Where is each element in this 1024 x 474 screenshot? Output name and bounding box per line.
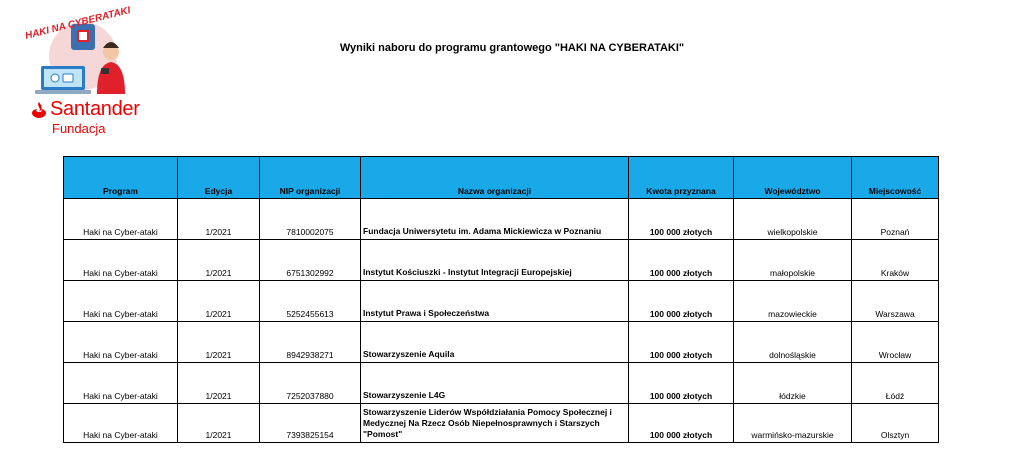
cell-organization: Fundacja Uniwersytetu im. Adama Mickiewicza w Poznaniu — [361, 199, 629, 240]
table-row — [64, 322, 939, 363]
table-row — [64, 281, 939, 322]
cell-amount: 100 000 złotych — [629, 322, 734, 363]
cell-amount: 100 000 złotych — [629, 363, 734, 404]
cell-nip: 6751302992 — [260, 240, 361, 281]
cell-organization: Instytut Prawa i Społeczeństwa — [361, 281, 629, 322]
column-header: Edycja — [178, 157, 260, 199]
cell-city: Warszawa — [852, 281, 939, 322]
column-header: Województwo — [734, 157, 852, 199]
cell-amount: 100 000 złotych — [629, 281, 734, 322]
cell-voivodeship: mazowieckie — [734, 281, 852, 322]
subbrand-name: Fundacja — [52, 121, 106, 136]
cell-nip: 7393825154 — [260, 404, 361, 443]
campaign-logo-text: HAKI NA CYBERATAKI — [24, 5, 132, 42]
cell-program: Haki na Cyber-ataki — [64, 240, 178, 281]
cell-organization: Stowarzyszenie L4G — [361, 363, 629, 404]
cell-edition: 1/2021 — [178, 240, 260, 281]
cell-program: Haki na Cyber-ataki — [64, 281, 178, 322]
results-table — [63, 156, 939, 443]
cell-nip: 8942938271 — [260, 322, 361, 363]
cell-organization: Stowarzyszenie Aquila — [361, 322, 629, 363]
cell-voivodeship: małopolskie — [734, 240, 852, 281]
column-header: Nazwa organizacji — [361, 157, 629, 199]
brand-name: Santander — [50, 98, 140, 120]
cell-nip: 7252037880 — [260, 363, 361, 404]
cell-nip: 5252455613 — [260, 281, 361, 322]
cell-edition: 1/2021 — [178, 322, 260, 363]
cell-program: Haki na Cyber-ataki — [64, 322, 178, 363]
cell-organization: Instytut Kościuszki - Instytut Integracji Europejskiej — [361, 240, 629, 281]
cell-voivodeship: dolnośląskie — [734, 322, 852, 363]
cell-voivodeship: wielkopolskie — [734, 199, 852, 240]
table-row — [64, 363, 939, 404]
table-row — [64, 404, 939, 443]
cell-amount: 100 000 złotych — [629, 240, 734, 281]
santander-flame-icon — [30, 101, 48, 119]
cell-edition: 1/2021 — [178, 199, 260, 240]
column-header: Kwota przyznana — [629, 157, 734, 199]
table-row — [64, 240, 939, 281]
cell-program: Haki na Cyber-ataki — [64, 363, 178, 404]
table-row — [64, 199, 939, 240]
table-header-row — [64, 157, 939, 199]
cell-edition: 1/2021 — [178, 404, 260, 443]
column-header: NIP organizacji — [260, 157, 361, 199]
cell-nip: 7810002075 — [260, 199, 361, 240]
cell-city: Poznań — [852, 199, 939, 240]
cell-city: Wrocław — [852, 322, 939, 363]
cell-program: Haki na Cyber-ataki — [64, 404, 178, 443]
santander-brand — [30, 98, 140, 121]
cell-voivodeship: łódzkie — [734, 363, 852, 404]
column-header: Miejscowość — [852, 157, 939, 199]
cell-edition: 1/2021 — [178, 363, 260, 404]
cell-program: Haki na Cyber-ataki — [64, 199, 178, 240]
cell-city: Łódź — [852, 363, 939, 404]
cell-edition: 1/2021 — [178, 281, 260, 322]
cell-city: Kraków — [852, 240, 939, 281]
cell-voivodeship: warmińsko-mazurskie — [734, 404, 852, 443]
column-header: Program — [64, 157, 178, 199]
page-title: Wyniki naboru do programu grantowego "HAKI NA CYBERATAKI" — [339, 42, 685, 54]
cell-amount: 100 000 złotych — [629, 199, 734, 240]
cell-organization: Stowarzyszenie Liderów Współdziałania Pomocy Społecznej i Medycznej Na Rzecz Osób Niepełnosprawnych i Starszych "Pomost" — [361, 404, 629, 443]
cell-amount: 100 000 złotych — [629, 404, 734, 443]
cell-city: Olsztyn — [852, 404, 939, 443]
logo — [12, 2, 152, 137]
